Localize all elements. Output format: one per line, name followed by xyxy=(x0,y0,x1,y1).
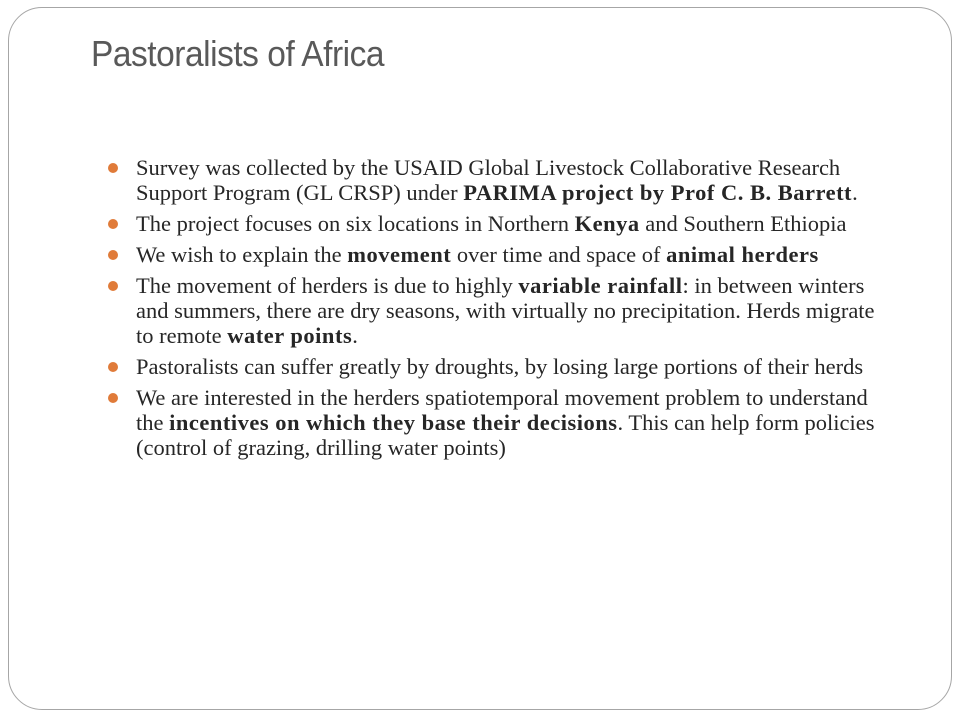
bullet-emphasis: variable rainfall xyxy=(518,273,683,298)
bullet-segment: . This can help form policies (control of grazing, drilling water points) xyxy=(136,410,875,460)
bullet-dot-icon xyxy=(108,281,118,291)
bullet-segment: . xyxy=(852,180,858,205)
bullet-item xyxy=(136,242,896,267)
bullet-dot-icon xyxy=(108,393,118,403)
bullet-segment: : in between winters and summers, there are dry seasons, with virtually no precipitation. Herds migrate to remote xyxy=(136,273,875,348)
bullet-dot-icon xyxy=(108,362,118,372)
bullet-dot-icon xyxy=(108,250,118,260)
bullet-item xyxy=(136,211,896,236)
bullet-item xyxy=(136,155,896,205)
bullet-text xyxy=(136,211,847,236)
bullet-emphasis: water points xyxy=(227,323,353,348)
bullet-text xyxy=(136,273,875,348)
bullet-emphasis: animal herders xyxy=(666,242,819,267)
bullet-text xyxy=(136,155,858,205)
bullet-segment: . xyxy=(352,323,358,348)
bullet-text xyxy=(136,385,875,460)
bullet-list xyxy=(136,155,896,466)
bullet-emphasis: PARIMA project by Prof C. B. Barrett xyxy=(463,180,853,205)
bullet-item xyxy=(136,354,896,379)
bullet-item xyxy=(136,273,896,348)
bullet-segment: over time and space of xyxy=(451,242,667,267)
bullet-text xyxy=(136,242,819,267)
slide-title: Pastoralists of Africa xyxy=(91,33,385,74)
bullet-segment: The project focuses on six locations in Northern xyxy=(136,211,575,236)
bullet-emphasis: incentives on which they base their decisions xyxy=(169,410,618,435)
bullet-segment: Pastoralists can suffer greatly by droughts, by losing large portions of their herds xyxy=(136,354,864,379)
bullet-emphasis: Kenya xyxy=(574,211,640,236)
bullet-dot-icon xyxy=(108,219,118,229)
bullet-segment: Survey was collected by the USAID Global Livestock Collaborative Research Support Program (GL CRSP) under xyxy=(136,155,841,205)
bullet-item xyxy=(136,385,896,460)
bullet-segment: and Southern Ethiopia xyxy=(639,211,847,236)
bullet-emphasis: movement xyxy=(347,242,452,267)
bullet-segment: We are interested in the herders spatiotemporal movement problem to understand the xyxy=(136,385,868,435)
bullet-segment: We wish to explain the xyxy=(136,242,348,267)
bullet-segment: The movement of herders is due to highly xyxy=(136,273,519,298)
bullet-text xyxy=(136,354,863,379)
bullet-dot-icon xyxy=(108,163,118,173)
